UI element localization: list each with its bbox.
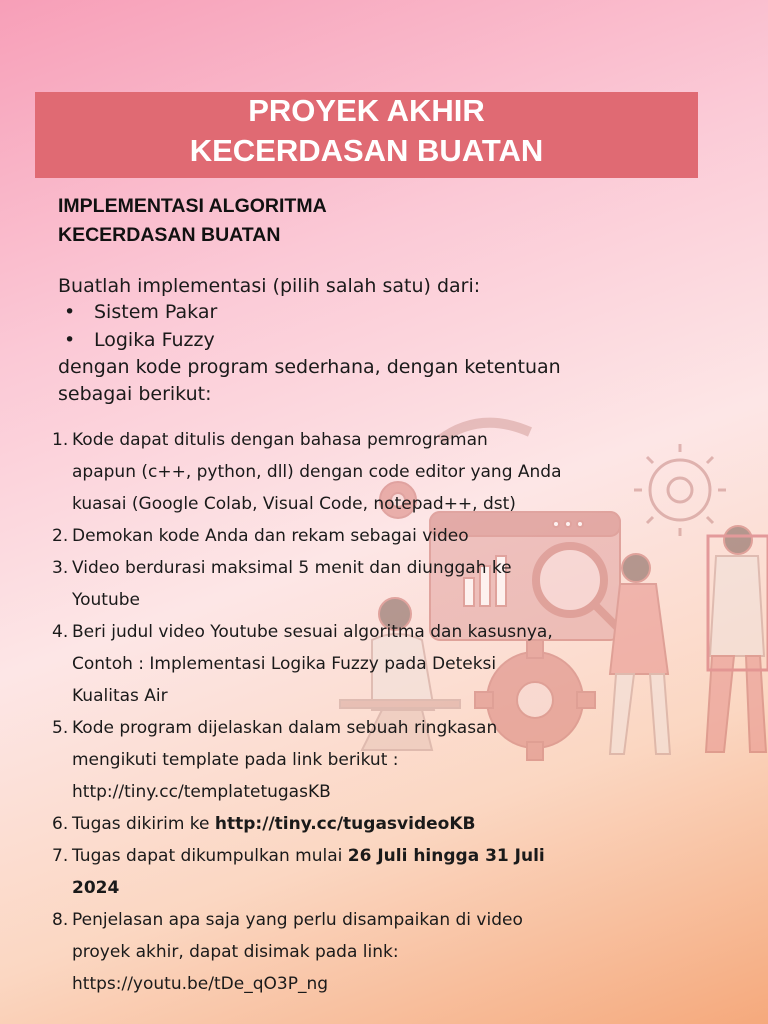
- step-line: Youtube: [72, 590, 140, 610]
- requirements-intro-line1: dengan kode program sederhana, dengan ketentuan: [58, 356, 561, 378]
- step-line: Kualitas Air: [72, 686, 168, 706]
- step-text: Tugas dikirim ke: [72, 814, 215, 834]
- step-line: Contoh : Implementasi Logika Fuzzy pada Deteksi: [72, 654, 497, 674]
- deadline-date: 26 Juli hingga 31 Juli: [347, 846, 545, 866]
- step-line: apapun (c++, python, dll) dengan code editor yang Anda: [72, 462, 562, 482]
- step-5: [52, 712, 652, 808]
- template-link[interactable]: http://tiny.cc/templatetugasKB: [72, 782, 331, 802]
- title-banner: [35, 92, 698, 178]
- video-link[interactable]: https://youtu.be/tDe_qO3P_ng: [72, 974, 329, 994]
- step-line: Kode program dijelaskan dalam sebuah ringkasan: [72, 718, 498, 738]
- deadline-year: 2024: [72, 878, 120, 898]
- step-line: Kode dapat ditulis dengan bahasa pemrograman: [72, 430, 488, 450]
- step-line: Demokan kode Anda dan rekam sebagai video: [72, 526, 469, 546]
- step-number: 8.: [52, 910, 69, 930]
- step-7: [52, 840, 652, 904]
- subtitle: [58, 192, 327, 250]
- step-line: [72, 840, 652, 872]
- option-item: • Logika Fuzzy: [64, 326, 217, 354]
- step-number: 1.: [52, 430, 69, 450]
- step-number: 2.: [52, 526, 69, 546]
- step-6: [52, 808, 652, 840]
- step-line: Video berdurasi maksimal 5 menit dan diunggah ke: [72, 558, 512, 578]
- step-line: kuasai (Google Colab, Visual Code, notepad++, dst): [72, 494, 516, 514]
- options-list: [64, 298, 217, 354]
- step-8: [52, 904, 652, 1000]
- step-4: [52, 616, 652, 712]
- banner-title-line2: KECERDASAN BUATAN: [189, 133, 544, 168]
- step-line: [72, 808, 652, 840]
- step-line: Penjelasan apa saja yang perlu disampaikan di video: [72, 910, 523, 930]
- option-item: • Sistem Pakar: [64, 298, 217, 326]
- step-number: 3.: [52, 558, 69, 578]
- step-number: 5.: [52, 718, 69, 738]
- step-line: mengikuti template pada link berikut :: [72, 750, 399, 770]
- submission-link[interactable]: http://tiny.cc/tugasvideoKB: [214, 814, 476, 834]
- banner-title-line1: PROYEK AKHIR: [248, 93, 485, 128]
- subtitle-line1: IMPLEMENTASI ALGORITMA: [58, 195, 327, 217]
- person-thinking-illustration: [706, 526, 766, 752]
- step-number: 7.: [52, 846, 69, 866]
- requirements-intro: [58, 354, 658, 408]
- subtitle-line2: KECERDASAN BUATAN: [58, 224, 281, 246]
- step-2: [52, 520, 652, 552]
- step-3: [52, 552, 652, 616]
- step-line: [72, 872, 652, 904]
- intro-text: Buatlah implementasi (pilih salah satu) dari:: [58, 275, 481, 297]
- step-number: 4.: [52, 622, 69, 642]
- step-text: Tugas dapat dikumpulkan mulai: [72, 846, 348, 866]
- step-line: Beri judul video Youtube sesuai algoritma dan kasusnya,: [72, 622, 553, 642]
- step-1: [52, 424, 652, 520]
- requirements-list: [52, 424, 652, 1000]
- step-number: 6.: [52, 814, 69, 834]
- step-line: proyek akhir, dapat disimak pada link:: [72, 942, 399, 962]
- requirements-intro-line2: sebagai berikut:: [58, 383, 212, 405]
